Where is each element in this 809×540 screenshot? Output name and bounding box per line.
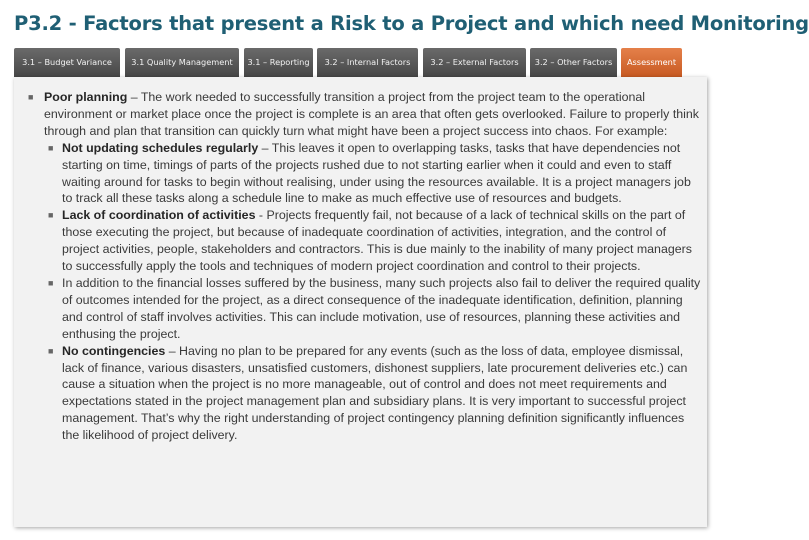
page-title: P3.2 - Factors that present a Risk to a Project and which need Monitoring bbox=[14, 12, 809, 35]
sub-bullet-text: – This leaves it open to overlapping tasks, tasks that have dependencies not starting on time, timings of parts of the projects rushed due to not starting earlier when it could and even to staff waiting around for tasks to begin without realising, under using the resources available. It is a project managers job to track all these tasks along a schedule line to make as much effective use of resources and budgets. bbox=[62, 140, 691, 206]
tab-quality-management[interactable]: 3.1 Quality Management bbox=[125, 48, 239, 77]
sub-bullet-text: In addition to the financial losses suffered by the business, many such projects also fail to deliver the required quality of outcomes intended for the project, as a direct consequence of the inadequate identification, definition, planning and control of staff involves activities. This can include motivation, use of resources, planning these activities and enthusing the project. bbox=[62, 275, 701, 341]
bullet-icon: ■ bbox=[48, 210, 54, 221]
content-panel bbox=[14, 77, 707, 527]
sub-bullet-schedules bbox=[28, 140, 704, 208]
sub-bullet-term: Not updating schedules regularly bbox=[62, 140, 259, 155]
bullet-icon: ■ bbox=[48, 345, 54, 356]
tab-assessment[interactable]: Assessment bbox=[621, 48, 682, 77]
sub-bullet-text: - Projects frequently fail, not because of a lack of technical skills on the part of those executing the project, but because of inadequate coordination of activities, integration, and the control of project activities, people, stakeholders and contractors. This is due mainly to the inability of many project managers to successfully apply the tools and techniques of modern project coordination and control to their projects. bbox=[62, 208, 692, 274]
tab-reporting[interactable]: 3.1 – Reporting bbox=[244, 48, 313, 77]
sub-bullet-term: No contingencies bbox=[62, 343, 166, 358]
bullet-icon: ■ bbox=[48, 142, 54, 153]
sub-bullet-financial-losses bbox=[28, 275, 704, 343]
content-text bbox=[28, 89, 704, 444]
bullet-icon: ■ bbox=[28, 92, 34, 102]
bullet-text: – The work needed to successfully transition a project from the project team to the operational environment or market place once the project is complete is an area that often gets overlooked. Failure to properly think through and plan that transition can quickly turn what might have been a project success into chaos. For example: bbox=[44, 90, 699, 138]
bullet-icon: ■ bbox=[48, 277, 54, 288]
bullet-term: Poor planning bbox=[44, 90, 128, 104]
sub-bullet-contingencies bbox=[28, 343, 704, 444]
sub-bullet-coordination bbox=[28, 207, 704, 275]
sub-bullet-text: – Having no plan to be prepared for any events (such as the loss of data, employee dismissal, lack of finance, various disasters, unsatisfied customers, dishonest suppliers, late procurement deliveries etc.) can cause a situation when the project is no more manageable, out of control and does not meet requirements and expectations stated in the project management plan and subsidiary plans. It is very important to successful project management. That’s why the right understanding of project contingency planning definition significantly influences the likelihood of project delivery. bbox=[62, 343, 688, 443]
tab-budget-variance[interactable]: 3.1 – Budget Variance bbox=[14, 48, 120, 77]
tab-other-factors[interactable]: 3.2 – Other Factors bbox=[530, 48, 617, 77]
bullet-poor-planning bbox=[28, 89, 704, 140]
tab-internal-factors[interactable]: 3.2 – Internal Factors bbox=[317, 48, 418, 77]
sub-bullet-term: Lack of coordination of activities bbox=[62, 208, 256, 223]
tab-external-factors[interactable]: 3.2 – External Factors bbox=[423, 48, 526, 77]
